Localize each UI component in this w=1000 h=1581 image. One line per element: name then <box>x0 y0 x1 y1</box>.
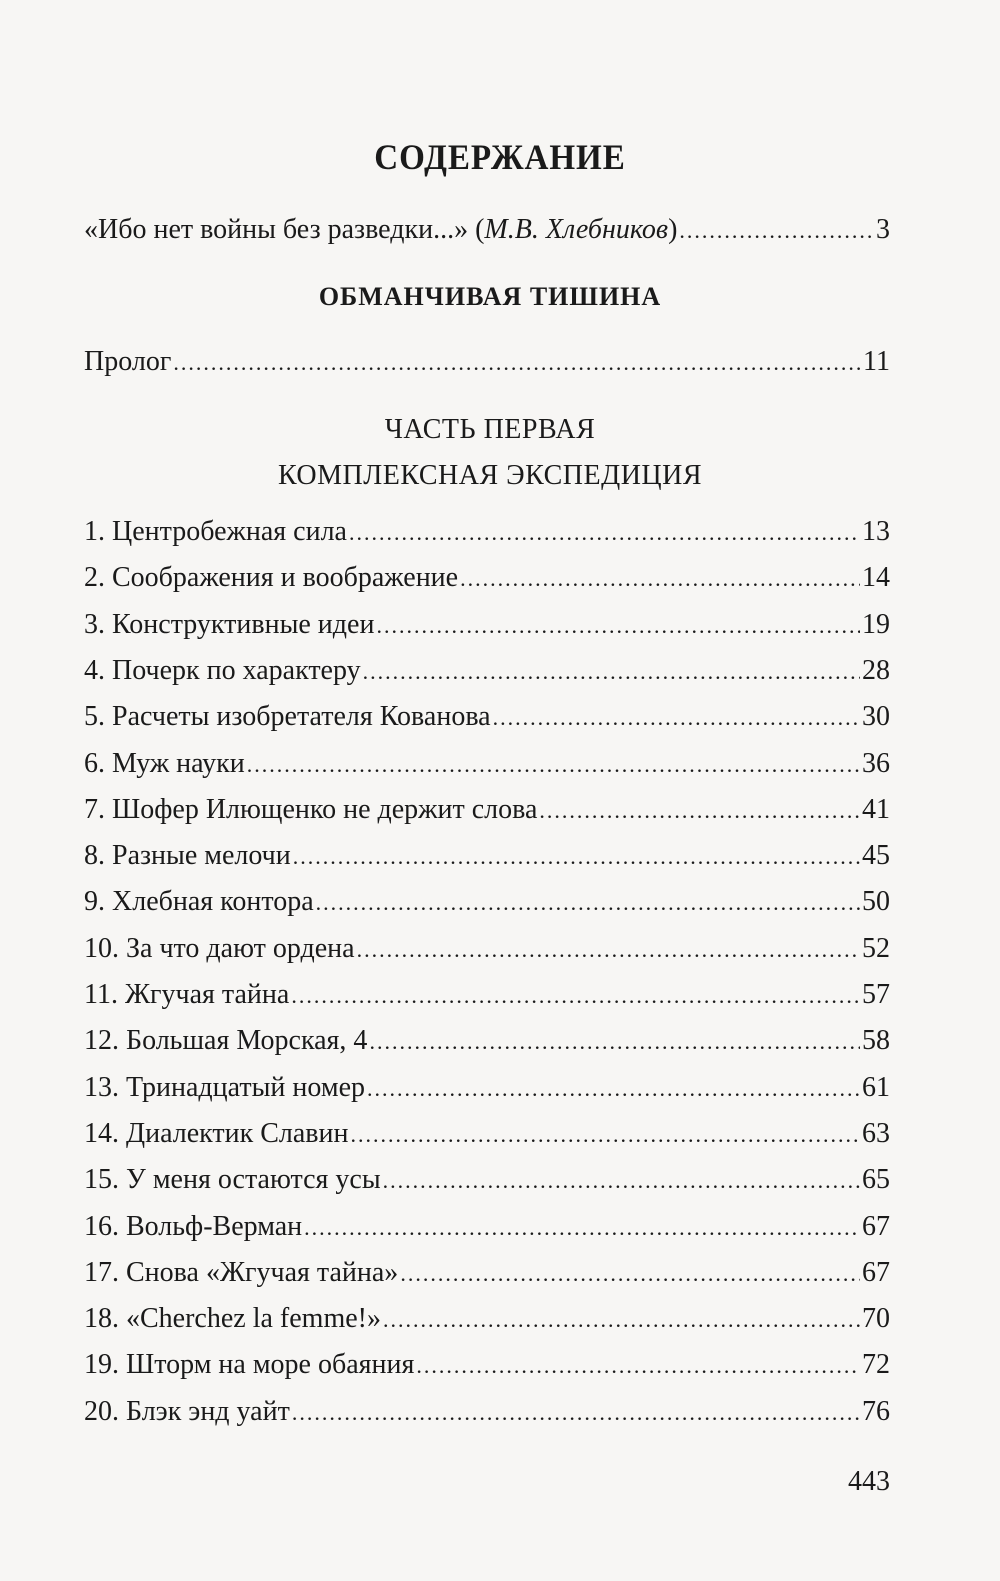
toc-entry-title: 2. Соображения и воображение <box>84 562 459 593</box>
toc-entry <box>84 607 890 643</box>
toc-entry-page: 19 <box>862 609 890 640</box>
intro-author: М.В. Хлебников <box>484 214 669 245</box>
toc-entry-page: 52 <box>862 933 890 964</box>
toc-entry-page: 50 <box>862 886 890 917</box>
dot-leader <box>367 1071 860 1107</box>
toc-entry-page: 70 <box>862 1303 890 1334</box>
dot-leader <box>292 1395 860 1431</box>
toc-entry <box>84 560 890 596</box>
toc-entry-page: 63 <box>862 1118 890 1149</box>
dot-leader <box>349 515 860 551</box>
toc-entry-title: 9. Хлебная контора <box>84 886 314 917</box>
toc-entry-title: 12. Большая Морская, 4 <box>84 1025 368 1056</box>
toc-entry <box>84 931 890 967</box>
toc-entry <box>84 1255 890 1291</box>
intro-text-after: ) <box>668 214 678 245</box>
toc-entry-title: 8. Разные мелочи <box>84 840 291 871</box>
toc-entry-page: 45 <box>862 840 890 871</box>
toc-entry-title: Пролог <box>84 346 172 377</box>
toc-entry <box>84 699 890 735</box>
toc-entry-title: 1. Центробежная сила <box>84 516 347 547</box>
toc-entry-page: 30 <box>862 701 890 732</box>
toc-entry-title: 11. Жгучая тайна <box>84 979 290 1010</box>
toc-entry <box>84 1347 890 1383</box>
toc-entry-title: 6. Муж науки <box>84 748 245 779</box>
toc-entry <box>84 1209 890 1245</box>
toc-entry-title: 17. Снова «Жгучая тайна» <box>84 1257 399 1288</box>
part-label: ЧАСТЬ ПЕРВАЯ <box>384 414 596 445</box>
toc-entry-title: 10. За что дают ордена <box>84 933 355 964</box>
toc-entry <box>84 1301 890 1337</box>
toc-entry-page: 67 <box>862 1257 890 1288</box>
toc-entry <box>84 838 890 874</box>
toc-entry <box>84 1394 890 1430</box>
toc-entry-title: 20. Блэк энд уайт <box>84 1396 290 1427</box>
toc-entry <box>84 746 890 782</box>
toc-entry-title: 19. Шторм на море обаяния <box>84 1349 415 1380</box>
toc-entry-page: 41 <box>862 794 890 825</box>
section-title: ОБМАНЧИВАЯ ТИШИНА <box>318 282 662 311</box>
toc-entry <box>84 792 890 828</box>
dot-leader <box>293 839 860 875</box>
dot-leader <box>369 1024 860 1060</box>
page-title: СОДЕРЖАНИЕ <box>374 137 626 177</box>
toc-entry-intro <box>84 212 890 248</box>
toc-entry-page: 3 <box>876 214 890 245</box>
toc-entry-title: 3. Конструктивные идеи <box>84 609 375 640</box>
dot-leader <box>304 1210 860 1246</box>
toc-entry-prologue <box>84 344 890 380</box>
dot-leader <box>173 345 861 381</box>
dot-leader <box>291 978 860 1014</box>
page-number: 443 <box>848 1466 890 1497</box>
toc-entry <box>84 1070 890 1106</box>
part-title: КОМПЛЕКСНАЯ ЭКСПЕДИЦИЯ <box>277 460 703 491</box>
dot-leader <box>679 213 874 249</box>
toc-entry <box>84 1116 890 1152</box>
dot-leader <box>539 793 860 829</box>
toc-entry-title: 15. У меня остаются усы <box>84 1164 381 1195</box>
dot-leader <box>383 1163 860 1199</box>
toc-entry-page: 14 <box>862 562 890 593</box>
toc-entry-title: 18. «Cherchez la femme!» <box>84 1303 381 1334</box>
dot-leader <box>350 1117 860 1153</box>
toc-entry-title: 4. Почерк по характеру <box>84 655 361 686</box>
toc-entry-page: 72 <box>862 1349 890 1380</box>
toc-entry-page: 36 <box>862 748 890 779</box>
dot-leader <box>416 1348 860 1384</box>
toc-entry-title: 13. Тринадцатый номер <box>84 1072 365 1103</box>
toc-entry-page: 57 <box>862 979 890 1010</box>
dot-leader <box>460 561 860 597</box>
toc-entry-page: 58 <box>862 1025 890 1056</box>
dot-leader <box>400 1256 860 1292</box>
toc-entry <box>84 514 890 550</box>
toc-entry-page: 61 <box>862 1072 890 1103</box>
toc-entry-page: 67 <box>862 1211 890 1242</box>
toc-entry <box>84 653 890 689</box>
dot-leader <box>357 932 860 968</box>
toc-entry <box>84 1162 890 1198</box>
toc-entry-page: 28 <box>862 655 890 686</box>
toc-entry-title: 5. Расчеты изобретателя Кованова <box>84 701 491 732</box>
toc-entry-page: 11 <box>863 346 890 377</box>
toc-entry-title: 7. Шофер Илющенко не держит слова <box>84 794 538 825</box>
dot-leader <box>316 885 860 921</box>
intro-text-before: «Ибо нет войны без разведки...» ( <box>84 214 485 245</box>
dot-leader <box>383 1302 860 1338</box>
dot-leader <box>493 700 860 736</box>
toc-entry <box>84 884 890 920</box>
toc-entry-page: 13 <box>862 516 890 547</box>
toc-entry-page: 65 <box>862 1164 890 1195</box>
dot-leader <box>376 608 860 644</box>
toc-entry-page: 76 <box>862 1396 890 1427</box>
toc-entry <box>84 977 890 1013</box>
toc-entry-title: 14. Диалектик Славин <box>84 1118 349 1149</box>
dot-leader <box>363 654 860 690</box>
toc-entry-title <box>84 212 677 248</box>
toc-entry <box>84 1023 890 1059</box>
toc-entry-title: 16. Вольф-Верман <box>84 1211 303 1242</box>
dot-leader <box>247 747 860 783</box>
